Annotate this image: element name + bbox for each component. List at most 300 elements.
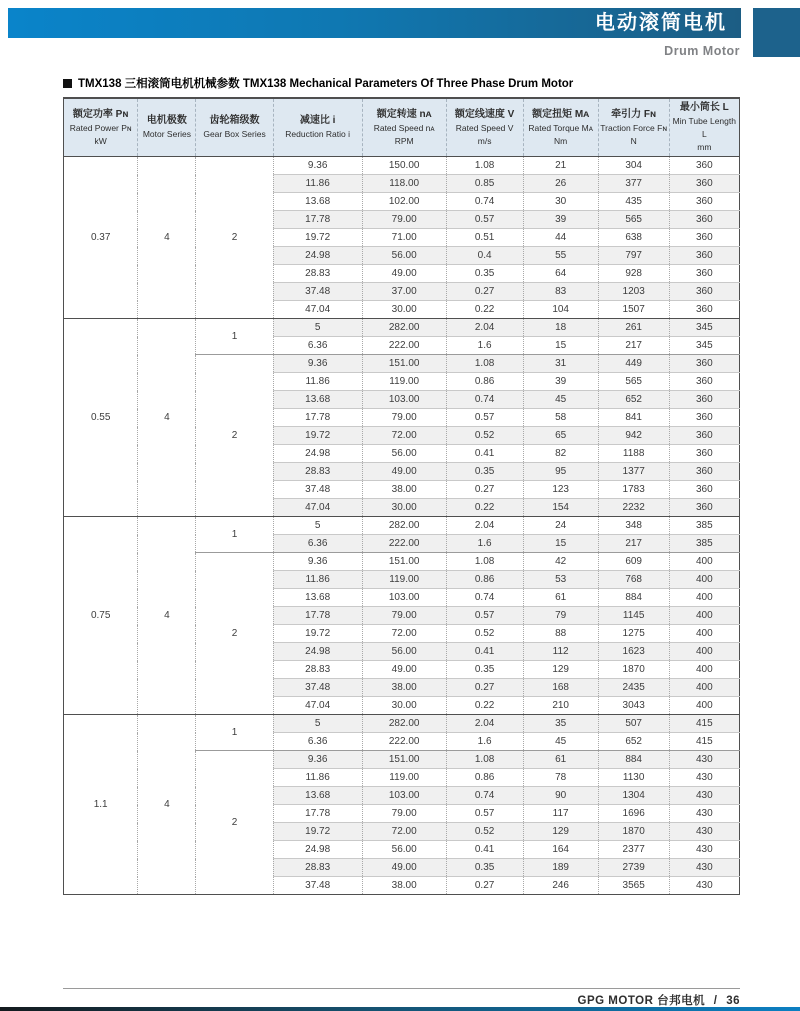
motor-series-cell: 4 xyxy=(138,517,196,715)
rated-speed-ms-cell: 0.57 xyxy=(446,805,523,823)
min-tube-length-cell: 360 xyxy=(669,373,739,391)
rated-torque-cell: 129 xyxy=(523,823,598,841)
reduction-ratio-cell: 13.68 xyxy=(273,787,362,805)
rated-torque-cell: 90 xyxy=(523,787,598,805)
rated-torque-cell: 61 xyxy=(523,751,598,769)
rated-torque-cell: 21 xyxy=(523,157,598,175)
min-tube-length-cell: 360 xyxy=(669,265,739,283)
page-header-bar xyxy=(8,8,741,38)
rated-speed-rpm-cell: 79.00 xyxy=(362,607,446,625)
reduction-ratio-cell: 47.04 xyxy=(273,697,362,715)
rated-torque-cell: 15 xyxy=(523,535,598,553)
col-header-en: Reduction Ratio i xyxy=(285,129,351,139)
reduction-ratio-cell: 13.68 xyxy=(273,193,362,211)
rated-speed-rpm-cell: 102.00 xyxy=(362,193,446,211)
reduction-ratio-cell: 24.98 xyxy=(273,247,362,265)
traction-force-cell: 3043 xyxy=(598,697,669,715)
rated-torque-cell: 189 xyxy=(523,859,598,877)
rated-speed-rpm-cell: 38.00 xyxy=(362,679,446,697)
traction-force-cell: 435 xyxy=(598,193,669,211)
min-tube-length-cell: 415 xyxy=(669,715,739,733)
rated-torque-cell: 123 xyxy=(523,481,598,499)
min-tube-length-cell: 360 xyxy=(669,499,739,517)
traction-force-cell: 884 xyxy=(598,589,669,607)
rated-speed-ms-cell: 1.6 xyxy=(446,535,523,553)
rated-torque-cell: 18 xyxy=(523,319,598,337)
reduction-ratio-cell: 17.78 xyxy=(273,211,362,229)
min-tube-length-cell: 400 xyxy=(669,643,739,661)
traction-force-cell: 652 xyxy=(598,733,669,751)
col-header-unit: mm xyxy=(697,142,712,152)
gearbox-cell: 2 xyxy=(196,157,273,319)
col-header-en: Traction Force Fɴ xyxy=(600,122,668,133)
col-header-en: Motor Series xyxy=(142,129,192,139)
rated-speed-rpm-cell: 56.00 xyxy=(362,445,446,463)
rated-torque-cell: 15 xyxy=(523,337,598,355)
min-tube-length-cell: 430 xyxy=(669,877,739,895)
rated-speed-ms-cell: 0.27 xyxy=(446,283,523,301)
rated-speed-ms-cell: 0.35 xyxy=(446,463,523,481)
corner-accent-block xyxy=(753,8,800,57)
rated-speed-ms-cell: 2.04 xyxy=(446,319,523,337)
rated-torque-cell: 45 xyxy=(523,391,598,409)
rated-speed-rpm-cell: 103.00 xyxy=(362,391,446,409)
rated-speed-rpm-cell: 151.00 xyxy=(362,553,446,571)
traction-force-cell: 1870 xyxy=(598,823,669,841)
col-header-zh: 电机极数 xyxy=(146,115,187,126)
reduction-ratio-cell: 11.86 xyxy=(273,373,362,391)
traction-force-cell: 1377 xyxy=(598,463,669,481)
rated-speed-ms-cell: 0.74 xyxy=(446,391,523,409)
rated-torque-cell: 53 xyxy=(523,571,598,589)
rated-torque-cell: 44 xyxy=(523,229,598,247)
rated-speed-ms-cell: 0.74 xyxy=(446,193,523,211)
min-tube-length-cell: 430 xyxy=(669,787,739,805)
footer-divider xyxy=(63,988,740,989)
traction-force-cell: 1304 xyxy=(598,787,669,805)
rated-speed-ms-cell: 0.85 xyxy=(446,175,523,193)
reduction-ratio-cell: 47.04 xyxy=(273,499,362,517)
table-body xyxy=(64,157,740,895)
reduction-ratio-cell: 6.36 xyxy=(273,733,362,751)
rated-speed-ms-cell: 0.4 xyxy=(446,247,523,265)
col-header-en: Rated Power Pɴ xyxy=(69,122,132,133)
min-tube-length-cell: 345 xyxy=(669,337,739,355)
footer-separator: / xyxy=(713,995,718,1007)
min-tube-length-cell: 415 xyxy=(669,733,739,751)
traction-force-cell: 884 xyxy=(598,751,669,769)
bottom-accent-strip xyxy=(0,1007,800,1011)
rated-speed-ms-cell: 0.27 xyxy=(446,679,523,697)
reduction-ratio-cell: 28.83 xyxy=(273,463,362,481)
rated-torque-cell: 129 xyxy=(523,661,598,679)
reduction-ratio-cell: 9.36 xyxy=(273,157,362,175)
rated-speed-rpm-cell: 56.00 xyxy=(362,841,446,859)
gearbox-cell: 1 xyxy=(196,319,273,355)
rated-speed-ms-cell: 0.41 xyxy=(446,841,523,859)
rated-torque-cell: 64 xyxy=(523,265,598,283)
rated-speed-rpm-cell: 56.00 xyxy=(362,247,446,265)
rated-speed-ms-cell: 0.22 xyxy=(446,697,523,715)
traction-force-cell: 638 xyxy=(598,229,669,247)
reduction-ratio-cell: 6.36 xyxy=(273,337,362,355)
traction-force-cell: 1623 xyxy=(598,643,669,661)
traction-force-cell: 3565 xyxy=(598,877,669,895)
rated-speed-ms-cell: 0.41 xyxy=(446,445,523,463)
min-tube-length-cell: 360 xyxy=(669,355,739,373)
traction-force-cell: 217 xyxy=(598,535,669,553)
section-title-text: TMX138 三相滚筒电机机械参数 TMX138 Mechanical Parameters Of Three Phase Drum Motor xyxy=(78,78,574,90)
rated-speed-ms-cell: 1.6 xyxy=(446,337,523,355)
traction-force-cell: 2739 xyxy=(598,859,669,877)
rated-speed-ms-cell: 0.86 xyxy=(446,769,523,787)
rated-torque-cell: 39 xyxy=(523,373,598,391)
min-tube-length-cell: 400 xyxy=(669,625,739,643)
bullet-square-icon xyxy=(63,79,72,88)
rated-speed-rpm-cell: 119.00 xyxy=(362,373,446,391)
rated-torque-cell: 35 xyxy=(523,715,598,733)
min-tube-length-cell: 360 xyxy=(669,175,739,193)
min-tube-length-cell: 360 xyxy=(669,247,739,265)
reduction-ratio-cell: 11.86 xyxy=(273,571,362,589)
col-header-unit: Nm xyxy=(554,135,568,146)
rated-speed-rpm-cell: 37.00 xyxy=(362,283,446,301)
rated-speed-ms-cell: 0.52 xyxy=(446,625,523,643)
rated-speed-rpm-cell: 71.00 xyxy=(362,229,446,247)
power-cell: 0.55 xyxy=(64,319,138,517)
table-header xyxy=(64,98,740,157)
rated-speed-rpm-cell: 30.00 xyxy=(362,499,446,517)
reduction-ratio-cell: 24.98 xyxy=(273,445,362,463)
reduction-ratio-cell: 24.98 xyxy=(273,841,362,859)
col-header-unit: kW xyxy=(94,135,107,146)
min-tube-length-cell: 430 xyxy=(669,859,739,877)
rated-torque-cell: 117 xyxy=(523,805,598,823)
reduction-ratio-cell: 11.86 xyxy=(273,769,362,787)
rated-speed-rpm-cell: 38.00 xyxy=(362,481,446,499)
rated-torque-cell: 65 xyxy=(523,427,598,445)
rated-torque-cell: 55 xyxy=(523,247,598,265)
rated-speed-rpm-cell: 49.00 xyxy=(362,463,446,481)
rated-speed-ms-cell: 0.51 xyxy=(446,229,523,247)
traction-force-cell: 449 xyxy=(598,355,669,373)
traction-force-cell: 1783 xyxy=(598,481,669,499)
table-row xyxy=(64,319,740,337)
rated-speed-rpm-cell: 30.00 xyxy=(362,301,446,319)
rated-speed-ms-cell: 1.08 xyxy=(446,355,523,373)
reduction-ratio-cell: 28.83 xyxy=(273,661,362,679)
table-row xyxy=(64,517,740,535)
min-tube-length-cell: 385 xyxy=(669,535,739,553)
power-cell: 0.37 xyxy=(64,157,138,319)
rated-speed-ms-cell: 0.86 xyxy=(446,571,523,589)
col-header-reduction-ratio xyxy=(273,98,362,157)
rated-speed-rpm-cell: 103.00 xyxy=(362,787,446,805)
col-header-zh: 额定功率 Pɴ xyxy=(72,108,129,120)
footer-page-number: 36 xyxy=(726,995,740,1007)
traction-force-cell: 1870 xyxy=(598,661,669,679)
traction-force-cell: 1145 xyxy=(598,607,669,625)
col-header-zh: 减速比 i xyxy=(299,115,336,126)
reduction-ratio-cell: 28.83 xyxy=(273,265,362,283)
min-tube-length-cell: 400 xyxy=(669,571,739,589)
rated-torque-cell: 61 xyxy=(523,589,598,607)
gearbox-cell: 2 xyxy=(196,355,273,517)
rated-torque-cell: 45 xyxy=(523,733,598,751)
rated-torque-cell: 39 xyxy=(523,211,598,229)
col-header-zh: 最小筒长 L xyxy=(679,102,729,113)
traction-force-cell: 942 xyxy=(598,427,669,445)
rated-speed-rpm-cell: 222.00 xyxy=(362,337,446,355)
min-tube-length-cell: 360 xyxy=(669,157,739,175)
traction-force-cell: 1275 xyxy=(598,625,669,643)
reduction-ratio-cell: 11.86 xyxy=(273,175,362,193)
min-tube-length-cell: 400 xyxy=(669,553,739,571)
col-header-gearbox-series xyxy=(196,98,273,157)
rated-speed-rpm-cell: 72.00 xyxy=(362,823,446,841)
rated-torque-cell: 210 xyxy=(523,697,598,715)
rated-speed-ms-cell: 0.22 xyxy=(446,301,523,319)
min-tube-length-cell: 400 xyxy=(669,679,739,697)
col-header-en: Rated Speed nᴀ xyxy=(373,122,435,133)
min-tube-length-cell: 360 xyxy=(669,409,739,427)
min-tube-length-cell: 430 xyxy=(669,805,739,823)
traction-force-cell: 377 xyxy=(598,175,669,193)
rated-speed-ms-cell: 1.6 xyxy=(446,733,523,751)
traction-force-cell: 2377 xyxy=(598,841,669,859)
rated-speed-ms-cell: 0.35 xyxy=(446,661,523,679)
reduction-ratio-cell: 19.72 xyxy=(273,823,362,841)
col-header-zh: 额定转速 nᴀ xyxy=(376,108,432,120)
reduction-ratio-cell: 17.78 xyxy=(273,607,362,625)
traction-force-cell: 652 xyxy=(598,391,669,409)
rated-torque-cell: 246 xyxy=(523,877,598,895)
rated-speed-ms-cell: 0.57 xyxy=(446,607,523,625)
rated-speed-ms-cell: 1.08 xyxy=(446,157,523,175)
rated-speed-rpm-cell: 222.00 xyxy=(362,733,446,751)
col-header-en: Min Tube Length L xyxy=(672,116,736,139)
rated-speed-ms-cell: 2.04 xyxy=(446,517,523,535)
rated-speed-ms-cell: 1.08 xyxy=(446,751,523,769)
rated-speed-rpm-cell: 56.00 xyxy=(362,643,446,661)
min-tube-length-cell: 400 xyxy=(669,661,739,679)
traction-force-cell: 609 xyxy=(598,553,669,571)
rated-speed-ms-cell: 0.57 xyxy=(446,409,523,427)
traction-force-cell: 1130 xyxy=(598,769,669,787)
traction-force-cell: 261 xyxy=(598,319,669,337)
rated-torque-cell: 24 xyxy=(523,517,598,535)
min-tube-length-cell: 360 xyxy=(669,211,739,229)
min-tube-length-cell: 360 xyxy=(669,193,739,211)
power-cell: 0.75 xyxy=(64,517,138,715)
reduction-ratio-cell: 5 xyxy=(273,715,362,733)
min-tube-length-cell: 345 xyxy=(669,319,739,337)
rated-speed-rpm-cell: 222.00 xyxy=(362,535,446,553)
min-tube-length-cell: 360 xyxy=(669,229,739,247)
min-tube-length-cell: 430 xyxy=(669,823,739,841)
rated-speed-rpm-cell: 79.00 xyxy=(362,805,446,823)
rated-speed-ms-cell: 0.57 xyxy=(446,211,523,229)
table-header-row xyxy=(64,98,740,157)
rated-torque-cell: 79 xyxy=(523,607,598,625)
min-tube-length-cell: 430 xyxy=(669,751,739,769)
reduction-ratio-cell: 37.48 xyxy=(273,877,362,895)
reduction-ratio-cell: 37.48 xyxy=(273,679,362,697)
min-tube-length-cell: 360 xyxy=(669,283,739,301)
col-header-zh: 齿轮箱级数 xyxy=(209,115,260,126)
rated-speed-rpm-cell: 282.00 xyxy=(362,319,446,337)
rated-speed-rpm-cell: 38.00 xyxy=(362,877,446,895)
rated-speed-ms-cell: 0.35 xyxy=(446,859,523,877)
traction-force-cell: 565 xyxy=(598,373,669,391)
rated-speed-rpm-cell: 282.00 xyxy=(362,715,446,733)
reduction-ratio-cell: 13.68 xyxy=(273,391,362,409)
traction-force-cell: 2435 xyxy=(598,679,669,697)
rated-speed-ms-cell: 0.86 xyxy=(446,373,523,391)
traction-force-cell: 304 xyxy=(598,157,669,175)
rated-speed-rpm-cell: 30.00 xyxy=(362,697,446,715)
rated-torque-cell: 88 xyxy=(523,625,598,643)
reduction-ratio-cell: 37.48 xyxy=(273,481,362,499)
power-cell: 1.1 xyxy=(64,715,138,895)
rated-speed-rpm-cell: 282.00 xyxy=(362,517,446,535)
col-header-rated-power xyxy=(64,98,138,157)
rated-speed-rpm-cell: 151.00 xyxy=(362,751,446,769)
motor-series-cell: 4 xyxy=(138,157,196,319)
rated-speed-ms-cell: 0.35 xyxy=(446,265,523,283)
rated-speed-rpm-cell: 119.00 xyxy=(362,571,446,589)
min-tube-length-cell: 400 xyxy=(669,607,739,625)
rated-torque-cell: 154 xyxy=(523,499,598,517)
table-row xyxy=(64,715,740,733)
rated-speed-ms-cell: 1.08 xyxy=(446,553,523,571)
traction-force-cell: 928 xyxy=(598,265,669,283)
rated-speed-rpm-cell: 118.00 xyxy=(362,175,446,193)
min-tube-length-cell: 430 xyxy=(669,769,739,787)
reduction-ratio-cell: 47.04 xyxy=(273,301,362,319)
rated-speed-rpm-cell: 103.00 xyxy=(362,589,446,607)
reduction-ratio-cell: 17.78 xyxy=(273,805,362,823)
rated-torque-cell: 78 xyxy=(523,769,598,787)
col-header-motor-series xyxy=(138,98,196,157)
col-header-zh: 额定扭矩 Mᴀ xyxy=(532,108,590,120)
reduction-ratio-cell: 19.72 xyxy=(273,229,362,247)
reduction-ratio-cell: 5 xyxy=(273,517,362,535)
rated-speed-rpm-cell: 151.00 xyxy=(362,355,446,373)
traction-force-cell: 217 xyxy=(598,337,669,355)
rated-torque-cell: 58 xyxy=(523,409,598,427)
col-header-zh: 牵引力 Fɴ xyxy=(611,108,657,120)
traction-force-cell: 797 xyxy=(598,247,669,265)
rated-speed-rpm-cell: 150.00 xyxy=(362,157,446,175)
rated-speed-ms-cell: 0.27 xyxy=(446,877,523,895)
col-header-rated-speed-rpm xyxy=(362,98,446,157)
col-header-rated-torque xyxy=(523,98,598,157)
reduction-ratio-cell: 28.83 xyxy=(273,859,362,877)
rated-speed-ms-cell: 0.22 xyxy=(446,499,523,517)
page-header-title: 电动滚筒电机 xyxy=(595,12,727,34)
rated-speed-rpm-cell: 49.00 xyxy=(362,265,446,283)
traction-force-cell: 768 xyxy=(598,571,669,589)
min-tube-length-cell: 360 xyxy=(669,301,739,319)
rated-torque-cell: 83 xyxy=(523,283,598,301)
rated-torque-cell: 30 xyxy=(523,193,598,211)
reduction-ratio-cell: 9.36 xyxy=(273,553,362,571)
traction-force-cell: 1507 xyxy=(598,301,669,319)
rated-speed-ms-cell: 0.27 xyxy=(446,481,523,499)
traction-force-cell: 1696 xyxy=(598,805,669,823)
col-header-en: Gear Box Series xyxy=(203,129,266,139)
min-tube-length-cell: 360 xyxy=(669,427,739,445)
reduction-ratio-cell: 17.78 xyxy=(273,409,362,427)
rated-torque-cell: 112 xyxy=(523,643,598,661)
reduction-ratio-cell: 19.72 xyxy=(273,427,362,445)
rated-speed-rpm-cell: 79.00 xyxy=(362,211,446,229)
traction-force-cell: 348 xyxy=(598,517,669,535)
traction-force-cell: 1203 xyxy=(598,283,669,301)
rated-torque-cell: 82 xyxy=(523,445,598,463)
col-header-rated-speed-ms xyxy=(446,98,523,157)
rated-speed-rpm-cell: 72.00 xyxy=(362,625,446,643)
rated-speed-ms-cell: 0.74 xyxy=(446,787,523,805)
reduction-ratio-cell: 9.36 xyxy=(273,355,362,373)
col-header-en: Rated Speed V xyxy=(455,122,514,133)
col-header-unit: N xyxy=(630,135,637,146)
footer-brand: GPG MOTOR 台邦电机 xyxy=(577,995,706,1007)
rated-torque-cell: 164 xyxy=(523,841,598,859)
rated-speed-rpm-cell: 49.00 xyxy=(362,859,446,877)
gearbox-cell: 1 xyxy=(196,517,273,553)
min-tube-length-cell: 360 xyxy=(669,463,739,481)
col-header-en: Rated Torque Mᴀ xyxy=(528,122,593,133)
min-tube-length-cell: 360 xyxy=(669,481,739,499)
col-header-traction-force xyxy=(598,98,669,157)
gearbox-cell: 1 xyxy=(196,715,273,751)
rated-speed-rpm-cell: 72.00 xyxy=(362,427,446,445)
traction-force-cell: 1188 xyxy=(598,445,669,463)
rated-torque-cell: 42 xyxy=(523,553,598,571)
rated-speed-ms-cell: 2.04 xyxy=(446,715,523,733)
traction-force-cell: 565 xyxy=(598,211,669,229)
gearbox-cell: 2 xyxy=(196,751,273,895)
footer xyxy=(578,992,740,1008)
min-tube-length-cell: 385 xyxy=(669,517,739,535)
section-title xyxy=(63,75,573,91)
rated-torque-cell: 31 xyxy=(523,355,598,373)
reduction-ratio-cell: 13.68 xyxy=(273,589,362,607)
col-header-unit: RPM xyxy=(394,135,414,146)
min-tube-length-cell: 400 xyxy=(669,589,739,607)
mechanical-parameters-table xyxy=(63,97,740,895)
traction-force-cell: 841 xyxy=(598,409,669,427)
rated-torque-cell: 26 xyxy=(523,175,598,193)
reduction-ratio-cell: 24.98 xyxy=(273,643,362,661)
reduction-ratio-cell: 9.36 xyxy=(273,751,362,769)
traction-force-cell: 2232 xyxy=(598,499,669,517)
traction-force-cell: 507 xyxy=(598,715,669,733)
col-header-zh: 额定线速度 V xyxy=(454,108,515,120)
rated-speed-rpm-cell: 79.00 xyxy=(362,409,446,427)
rated-speed-rpm-cell: 119.00 xyxy=(362,769,446,787)
rated-torque-cell: 168 xyxy=(523,679,598,697)
min-tube-length-cell: 360 xyxy=(669,445,739,463)
page-subtitle: Drum Motor xyxy=(664,44,740,58)
reduction-ratio-cell: 19.72 xyxy=(273,625,362,643)
rated-torque-cell: 104 xyxy=(523,301,598,319)
rated-speed-rpm-cell: 49.00 xyxy=(362,661,446,679)
min-tube-length-cell: 430 xyxy=(669,841,739,859)
min-tube-length-cell: 360 xyxy=(669,391,739,409)
